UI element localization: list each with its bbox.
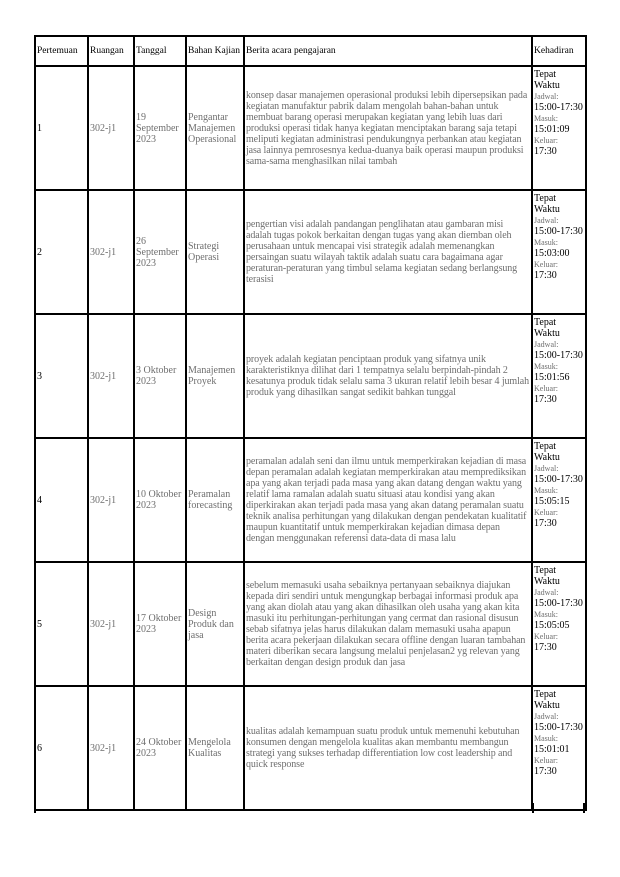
teaching-report: sebelum memasuki usaha sebaiknya pertanyaan sebaiknya diajukan kepada diri sendiri untuk mengungkap berbagai informasi produk apa yang akan diolah atau yang akan dihasilkan oleh usaha yang akan kita masuki itu perhitungan-perhitungan yang cermat dan rasional disusun sebab sifatnya jelas harus dilakukan dalam memasuki usaha apapun berita acara pekerjaan dilakukan secara offline dengan luaran tambahan materi diberikan secara langsung melalui penjelasan2 yg relevan yang berkaitan dengan design produk dan jasa [244,562,532,686]
keluar-value: 17:30 [534,270,557,281]
meeting-number: 6 [35,686,88,810]
keluar-label: Keluar: [534,260,558,269]
keluar-value: 17:30 [534,766,557,777]
topic: Design Produk dan jasa [186,562,244,686]
teaching-report: pengertian visi adalah pandangan penglihatan atau gambaran misi adalah tugas pokok berkaitan dengan tugas yang akan diemban oleh perusahaan untuk mencapai visi strategik adalah memenangkan persaingan suatu wilayah taktik adalah suatu cara bagaimana agar peraturan-peraturan yang timbul selama kegiatan sedang berlangsung terasisi [244,190,532,314]
attendance-status: Tepat Waktu [534,193,560,215]
masuk-value: 15:01:56 [534,372,570,383]
date: 3 Oktober 2023 [134,314,186,438]
attendance-cell [532,190,586,314]
room: 302-j1 [88,562,134,686]
room: 302-j1 [88,190,134,314]
masuk-value: 15:05:15 [534,496,570,507]
topic: Peramalan forecasting [186,438,244,562]
table-continuation [34,803,585,813]
masuk-value: 15:05:05 [534,620,570,631]
keluar-label: Keluar: [534,632,558,641]
jadwal-value: 15:00-17:30 [534,598,583,609]
meeting-number: 5 [35,562,88,686]
table-row [35,686,586,810]
masuk-value: 15:01:01 [534,744,570,755]
keluar-value: 17:30 [534,642,557,653]
attendance-status: Tepat Waktu [534,565,560,587]
keluar-label: Keluar: [534,136,558,145]
meeting-number: 2 [35,190,88,314]
topic: Strategi Operasi [186,190,244,314]
masuk-label: Masuk: [534,114,558,123]
room: 302-j1 [88,314,134,438]
jadwal-value: 15:00-17:30 [534,350,583,361]
topic: Mengelola Kualitas [186,686,244,810]
header-berita-acara: Berita acara pengajaran [244,36,532,66]
jadwal-label: Jadwal: [534,92,559,101]
attendance-status: Tepat Waktu [534,689,560,711]
jadwal-label: Jadwal: [534,340,559,349]
header-pertemuan: Pertemuan [35,36,88,66]
header-tanggal: Tanggal [134,36,186,66]
header-kehadiran: Kehadiran [532,36,586,66]
masuk-label: Masuk: [534,238,558,247]
meeting-number: 4 [35,438,88,562]
keluar-value: 17:30 [534,394,557,405]
table-row [35,314,586,438]
room: 302-j1 [88,66,134,190]
table-row [35,562,586,686]
jadwal-label: Jadwal: [534,464,559,473]
teaching-report: kualitas adalah kemampuan suatu produk untuk memenuhi kebutuhan konsumen dengan mengelola kualitas akan membantu membangun strategi yang sukses terhadap differentiation low cost leadership and quick response [244,686,532,810]
keluar-value: 17:30 [534,146,557,157]
date: 19 September 2023 [134,66,186,190]
attendance-table [34,35,587,811]
attendance-cell [532,66,586,190]
table-row [35,66,586,190]
jadwal-label: Jadwal: [534,216,559,225]
teaching-report: proyek adalah kegiatan penciptaan produk yang sifatnya unik karakteristiknya dilihat dari 1 tempatnya selalu berpindah-pindah 2 kesatunya produk tidak selalu sama 3 ukuran relatif lebih besar 4 jumlah produk yang dihasilkan sangat sedikit bahkan tunggal [244,314,532,438]
header-row [35,36,586,66]
teaching-report: konsep dasar manajemen operasional produksi lebih dipersepsikan pada kegiatan manufaktur pabrik dalam mengolah bahan-bahan untuk membuat barang operasi merupakan kegiatan yang lebih luas dari produksi operasi tidak hanya kegiatan menciptakan barang saja tetapi meliputi kegiatan administrasi pendukungnya perbankan atau kegiatan jasa lainnya pemrosesnya kedua-duanya baik operasi maupun produksi sama-sama menghasilkan nilai tambah [244,66,532,190]
date: 17 Oktober 2023 [134,562,186,686]
teaching-report: peramalan adalah seni dan ilmu untuk memperkirakan kejadian di masa depan peramalan adalah kegiatan memperkirakan atau memprediksikan apa yang akan terjadi pada masa yang akan datang dengan waktu yang relatif lama ramalan adalah suatu situasi atau kondisi yang akan diperkirakan akan terjadi pada masa yang akan datang peramalan suatu teknik analisa perhitungan yang dilakukan dengan pendekatan kualitatif maupun kuantitatif untuk memperkirakan kejadian dimasa depan dengan menggunakan referensi data-data di masa lalu [244,438,532,562]
table-row [35,190,586,314]
masuk-label: Masuk: [534,362,558,371]
topic: Pengantar Manajemen Operasional [186,66,244,190]
keluar-label: Keluar: [534,384,558,393]
date: 24 Oktober 2023 [134,686,186,810]
attendance-status: Tepat Waktu [534,441,560,463]
attendance-cell [532,314,586,438]
room: 302-j1 [88,686,134,810]
meeting-number: 1 [35,66,88,190]
jadwal-value: 15:00-17:30 [534,102,583,113]
meeting-number: 3 [35,314,88,438]
masuk-label: Masuk: [534,734,558,743]
topic: Manajemen Proyek [186,314,244,438]
attendance-cell [532,686,586,810]
keluar-label: Keluar: [534,756,558,765]
date: 10 Oktober 2023 [134,438,186,562]
jadwal-value: 15:00-17:30 [534,226,583,237]
date: 26 September 2023 [134,190,186,314]
masuk-label: Masuk: [534,610,558,619]
attendance-status: Tepat Waktu [534,317,560,339]
masuk-label: Masuk: [534,486,558,495]
masuk-value: 15:03:00 [534,248,570,259]
attendance-status: Tepat Waktu [534,69,560,91]
jadwal-value: 15:00-17:30 [534,474,583,485]
table-row [35,438,586,562]
jadwal-label: Jadwal: [534,712,559,721]
masuk-value: 15:01:09 [534,124,570,135]
attendance-cell [532,562,586,686]
keluar-label: Keluar: [534,508,558,517]
keluar-value: 17:30 [534,518,557,529]
header-bahan-kajian: Bahan Kajian [186,36,244,66]
header-ruangan: Ruangan [88,36,134,66]
jadwal-label: Jadwal: [534,588,559,597]
jadwal-value: 15:00-17:30 [534,722,583,733]
room: 302-j1 [88,438,134,562]
attendance-cell [532,438,586,562]
